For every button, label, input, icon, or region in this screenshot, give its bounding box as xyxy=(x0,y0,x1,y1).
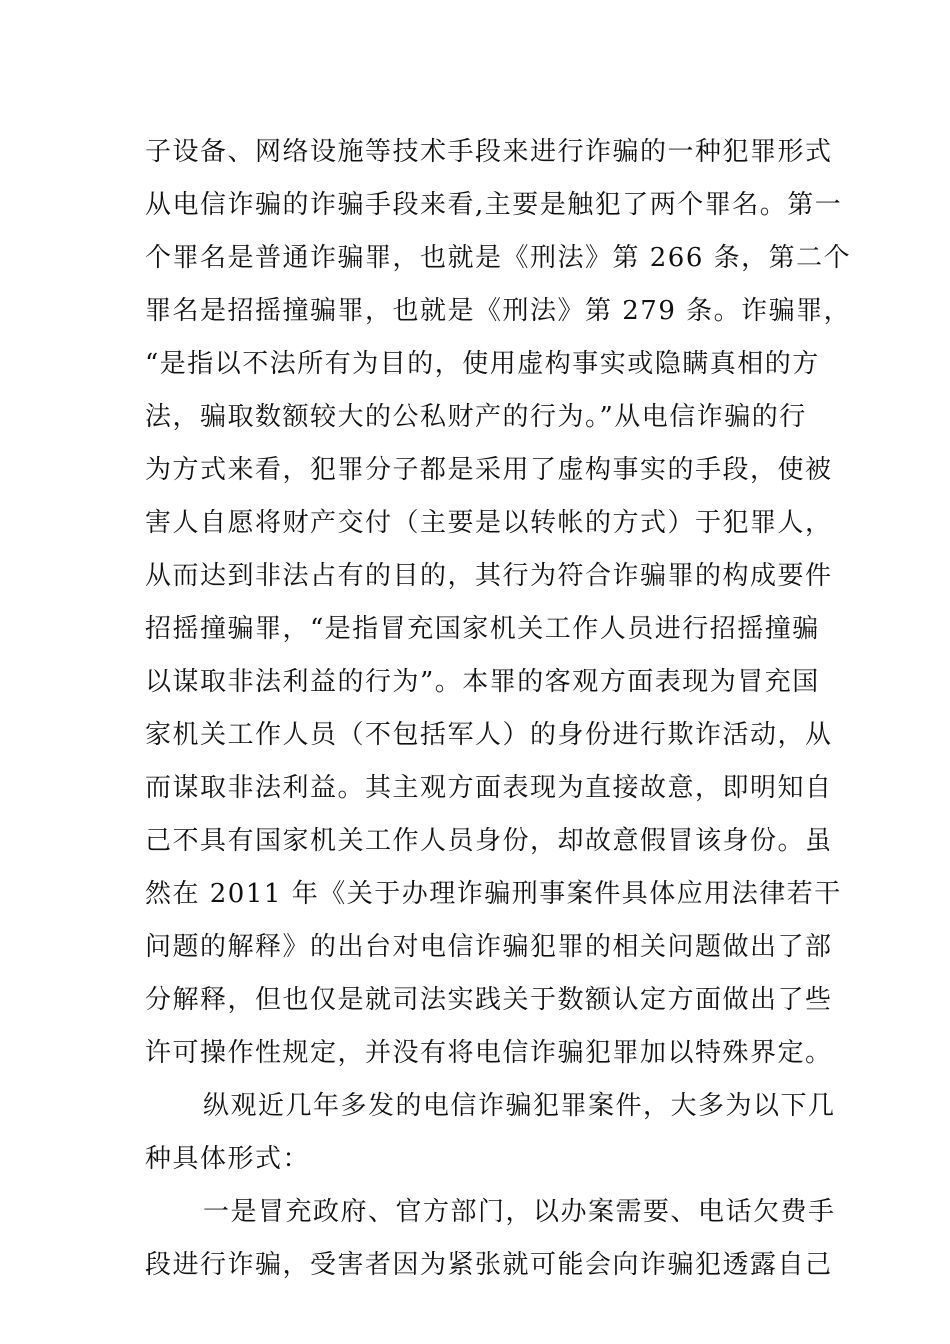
text-line: 为方式来看，犯罪分子都是采用了虚构事实的手段，使被 xyxy=(145,455,833,485)
text-line: 而谋取非法利益。其主观方面表现为直接故意，即明知自 xyxy=(145,773,833,803)
text-line: “是指以不法所有为目的，使用虚构事实或隐瞒真相的方 xyxy=(145,349,820,379)
text-line: 子设备、网络设施等技术手段来进行诈骗的一种犯罪形式 xyxy=(145,137,833,167)
text-line: 段进行诈骗，受害者因为紧张就可能会向诈骗犯透露自己 xyxy=(145,1250,833,1280)
text-line: 家机关工作人员（不包括军人）的身份进行欺诈活动，从 xyxy=(145,720,833,750)
text-line: 从而达到非法占有的目的，其行为符合诈骗罪的构成要件 xyxy=(145,561,833,591)
text-line: 罪名是招摇撞骗罪，也就是《刑法》第 279 条。诈骗罪， xyxy=(145,296,852,326)
text-line: 问题的解释》的出台对电信诈骗犯罪的相关问题做出了部 xyxy=(145,932,833,962)
text-line: 然在 2011 年《关于办理诈骗刑事案件具体应用法律若干 xyxy=(145,879,842,909)
text-line: 个罪名是普通诈骗罪，也就是《刑法》第 266 条，第二个 xyxy=(145,243,852,273)
text-line: 从电信诈骗的诈骗手段来看,主要是触犯了两个罪名。第一 xyxy=(145,190,843,220)
paragraph-start-line: 一是冒充政府、官方部门，以办案需要、电话欠费手 xyxy=(203,1197,836,1227)
text-line: 招摇撞骗罪，“是指冒充国家机关工作人员进行招摇撞骗 xyxy=(145,614,820,644)
body-text xyxy=(145,126,852,1292)
text-line: 以谋取非法利益的行为”。本罪的客观方面表现为冒充国 xyxy=(145,667,820,697)
text-line: 法，骗取数额较大的公私财产的行为。”从电信诈骗的行 xyxy=(145,402,807,432)
text-line: 种具体形式： xyxy=(145,1144,311,1174)
text-line: 害人自愿将财产交付（主要是以转帐的方式）于犯罪人， xyxy=(145,508,833,538)
text-line: 分解释，但也仅是就司法实践关于数额认定方面做出了些 xyxy=(145,985,833,1015)
paragraph-start-line: 纵观近几年多发的电信诈骗犯罪案件，大多为以下几 xyxy=(203,1091,836,1121)
text-line: 许可操作性规定，并没有将电信诈骗犯罪加以特殊界定。 xyxy=(145,1038,833,1068)
text-line: 己不具有国家机关工作人员身份，却故意假冒该身份。虽 xyxy=(145,826,833,856)
